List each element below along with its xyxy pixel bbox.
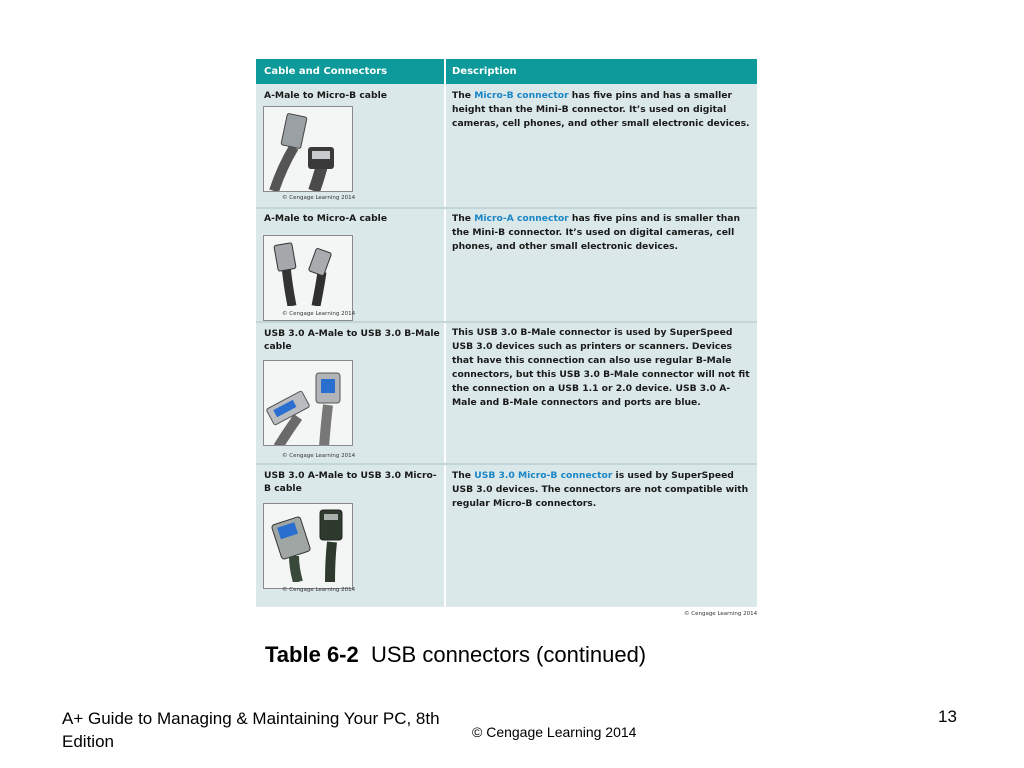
usb3-micro-b-cable-photo [263, 503, 353, 589]
footer-copyright: © Cengage Learning 2014 [472, 724, 637, 740]
table-header [256, 59, 757, 84]
row-3-cable-name: USB 3.0 A-Male to USB 3.0 B-Male cable [264, 328, 440, 352]
row-1-description: The Micro-B connector has five pins and has a smaller height than the Mini-B connector. It’s used on digital cameras, cell phones, and other small electronic devices. [452, 90, 750, 129]
caption-label: Table 6-2 [265, 642, 359, 667]
row-4-photo-credit: © Cengage Learning 2014 [282, 587, 356, 593]
table-caption [265, 642, 646, 668]
row-1-cable-name: A-Male to Micro-B cable [264, 90, 387, 101]
page-number: 13 [938, 707, 957, 726]
usb-connectors-table [256, 59, 757, 607]
row-1-photo-credit: © Cengage Learning 2014 [282, 195, 356, 201]
micro-b-cable-photo [263, 106, 353, 192]
caption-text: USB connectors (continued) [370, 642, 647, 667]
row-2-photo-credit: © Cengage Learning 2014 [282, 311, 356, 317]
row-4-cable-name: USB 3.0 A-Male to USB 3.0 Micro-B cable [264, 470, 437, 494]
row-3-description: This USB 3.0 B-Male connector is used by SuperSpeed USB 3.0 devices such as printers or scanners. Devices that have this connection can also use regular B-Male connectors, but this USB 3.0 B-Male connector will not fit the connection on a USB 1.1 or 2.0 device. USB 3.0 A-Male and B-Male connectors and ports are blue. [452, 327, 750, 408]
micro-a-connector-term: Micro-A connector [474, 213, 569, 224]
usb3-b-male-cable-photo [263, 360, 353, 446]
column-divider [444, 59, 446, 607]
header-cable-and-connectors: Cable and Connectors [264, 66, 388, 77]
table-credit: © Cengage Learning 2014 [684, 611, 758, 617]
footer-book-title: A+ Guide to Managing & Maintaining Your PC, 8th Edition [62, 709, 440, 751]
row-divider [256, 321, 757, 323]
row-2-cable-name: A-Male to Micro-A cable [264, 213, 388, 224]
header-description: Description [452, 66, 517, 77]
row-3-photo-credit: © Cengage Learning 2014 [282, 453, 356, 459]
usb3-micro-b-connector-term: USB 3.0 Micro-B connector [474, 470, 613, 481]
row-divider [256, 207, 757, 209]
micro-b-connector-term: Micro-B connector [474, 90, 569, 101]
row-4-description: The USB 3.0 Micro-B connector is used by SuperSpeed USB 3.0 devices. The connectors are not compatible with regular Micro-B connectors. [452, 470, 749, 509]
micro-a-cable-photo [263, 235, 356, 321]
row-divider [256, 463, 757, 465]
row-2-description: The Micro-A connector has five pins and is smaller than the Mini-B connector. It’s used on digital cameras, cell phones, and other small electronic devices. [452, 213, 740, 252]
